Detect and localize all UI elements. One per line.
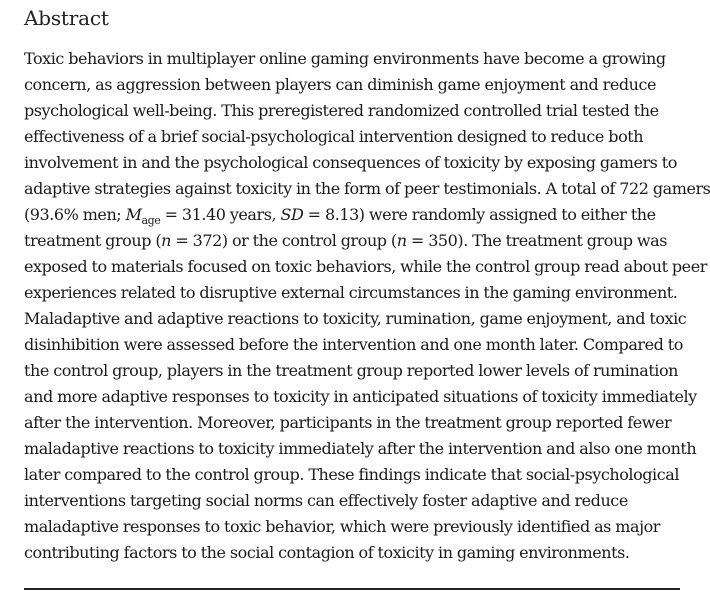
abstract-line-7 — [24, 202, 686, 228]
abstract-line-4: effectiveness of a brief social-psychological intervention designed to reduce both — [24, 127, 644, 146]
sd-symbol: SD — [280, 205, 304, 224]
mean-age-symbol: M — [125, 205, 142, 224]
line-8-prefix: treatment group ( — [24, 231, 162, 250]
abstract-heading: Abstract — [24, 6, 109, 30]
sd-value: = 8.13) were randomly assigned to either the — [303, 205, 656, 224]
n-control-symbol: n — [396, 231, 407, 250]
abstract-line-18: interventions targeting social norms can effectively foster adaptive and reduce — [24, 491, 628, 510]
n-treatment-symbol: n — [161, 231, 171, 250]
abstract-section — [24, 6, 710, 566]
mean-age-value: = 31.40 years, — [160, 205, 281, 224]
abstract-line-5: involvement in and the psychological consequences of toxicity by exposing gamers to — [24, 153, 677, 172]
abstract-line-13: the control group, players in the treatment group reported lower levels of rumination — [24, 361, 679, 380]
abstract-line-3: psychological well-being. This preregistered randomized controlled trial tested the — [24, 101, 659, 120]
abstract-line-19: maladaptive responses to toxic behavior, which were previously identified as major — [24, 517, 660, 536]
abstract-line-11: Maladaptive and adaptive reactions to toxicity, rumination, game enjoyment, and toxic — [24, 309, 687, 328]
abstract-line-8 — [24, 228, 686, 254]
abstract-line-17: later compared to the control group. These findings indicate that social-psychological — [24, 465, 679, 484]
abstract-line-9: exposed to materials focused on toxic behaviors, while the control group read about peer — [24, 257, 707, 276]
abstract-line-14: and more adaptive responses to toxicity in anticipated situations of toxicity immediately — [24, 387, 697, 406]
n-control-value: = 350). The treatment group was — [406, 231, 668, 250]
abstract-line-16: maladaptive reactions to toxicity immediately after the intervention and also one month — [24, 439, 697, 458]
section-divider — [24, 588, 680, 590]
abstract-line-15: after the intervention. Moreover, participants in the treatment group reported fewer — [24, 413, 672, 432]
abstract-line-12: disinhibition were assessed before the intervention and one month later. Compared to — [24, 335, 683, 354]
line-7-prefix: (93.6% men; — [24, 205, 126, 224]
abstract-line-10: experiences related to disruptive external circumstances in the gaming environment. — [24, 283, 678, 302]
abstract-line-6: adaptive strategies against toxicity in the form of peer testimonials. A total of 722 gamers — [24, 179, 710, 198]
abstract-line-20: contributing factors to the social contagion of toxicity in gaming environments. — [24, 543, 630, 562]
n-treatment-value: = 372) or the control group ( — [171, 231, 397, 250]
mean-age-subscript: age — [141, 214, 161, 228]
abstract-line-1: Toxic behaviors in multiplayer online gaming environments have become a growing — [24, 49, 666, 68]
abstract-line-2: concern, as aggression between players can diminish game enjoyment and reduce — [24, 75, 657, 94]
abstract-body — [24, 46, 710, 566]
